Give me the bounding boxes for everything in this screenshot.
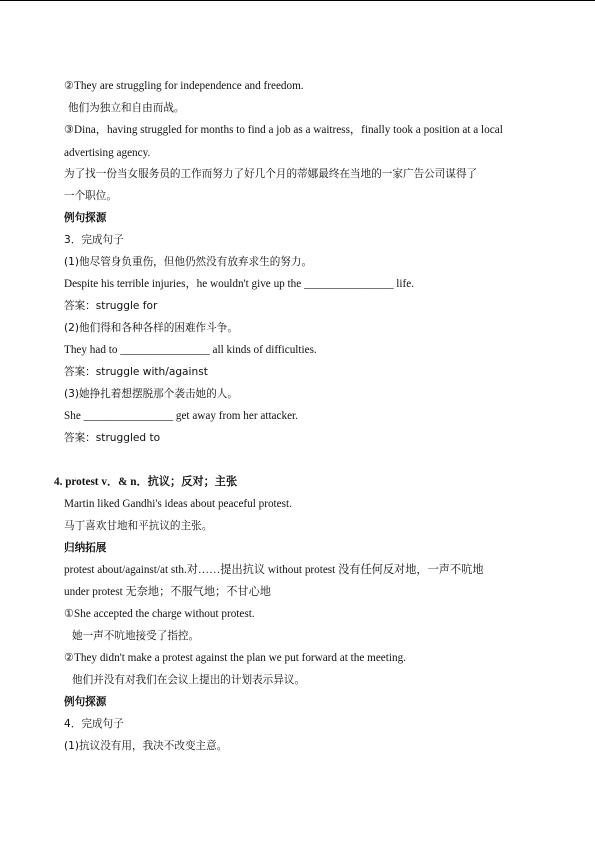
example-sentence-3-en-cont: advertising agency.	[64, 147, 151, 159]
phrase-list-line-1: protest about/against/at sth.对……提出抗议 without protest 没有任何反对地，一声不吭地	[64, 564, 484, 576]
example-sentence-3-en: ③Dina，having struggled for months to find a job as a waitress，finally took a position at a local	[64, 124, 503, 136]
exercise-3-3-prompt: (3)她挣扎着想摆脱那个袭击她的人。	[64, 388, 238, 400]
example-sentence-2-en: ②They are struggling for independence and freedom.	[64, 80, 304, 92]
vocab-example-en: Martin liked Gandhi's ideas about peaceful protest.	[64, 498, 292, 510]
exercise-3-1-prompt: (1)他尽管身负重伤，但他仍然没有放弃求生的努力。	[64, 256, 313, 268]
top-rule	[0, 0, 595, 1]
exercise-3-2-prompt: (2)他们得和各种各样的困难作斗争。	[64, 322, 238, 334]
exercise-heading-3: 3．完成句子	[64, 234, 124, 246]
extension-example-1-cn: 她一声不吭地接受了指控。	[72, 630, 200, 642]
example-sentence-3-cn-cont: 一个职位。	[64, 190, 117, 202]
vocab-example-cn: 马丁喜欢甘地和平抗议的主张。	[64, 520, 213, 532]
exercise-heading-4: 4．完成句子	[64, 718, 124, 730]
extension-example-1-en: ①She accepted the charge without protest.	[64, 608, 255, 620]
exercise-4-1-prompt: (1)抗议没有用，我决不改变主意。	[64, 740, 228, 752]
extension-example-2-cn: 他们并没有对我们在会议上提出的计划表示异议。	[72, 674, 306, 686]
exercise-3-1-answer: 答案：struggle for	[64, 300, 158, 312]
phrase-list-line-2: under protest 无奈地；不服气地；不甘心地	[64, 586, 271, 598]
example-sentence-3-cn: 为了找一份当女服务员的工作而努力了好几个月的蒂娜最终在当地的一家广告公司谋得了	[64, 168, 478, 180]
exercise-3-2-answer: 答案：struggle with/against	[64, 366, 208, 378]
exercise-3-3-sentence: She ________________ get away from her attacker.	[64, 410, 298, 422]
section-heading-examples: 例句探源	[64, 212, 107, 224]
example-sentence-2-cn: 他们为独立和自由而战。	[68, 102, 185, 114]
exercise-3-3-answer: 答案：struggled to	[64, 432, 161, 444]
exercise-3-2-sentence: They had to ________________ all kinds of difficulties.	[64, 344, 317, 356]
exercise-3-1-sentence: Despite his terrible injuries，he wouldn't give up the ________________ life.	[64, 278, 415, 290]
vocab-entry-heading-protest: 4. protest v．& n．抗议；反对；主张	[54, 476, 238, 488]
extension-example-2-en: ②They didn't make a protest against the plan we put forward at the meeting.	[64, 652, 406, 664]
section-heading-extension: 归纳拓展	[64, 542, 107, 554]
section-heading-examples-2: 例句探源	[64, 696, 107, 708]
